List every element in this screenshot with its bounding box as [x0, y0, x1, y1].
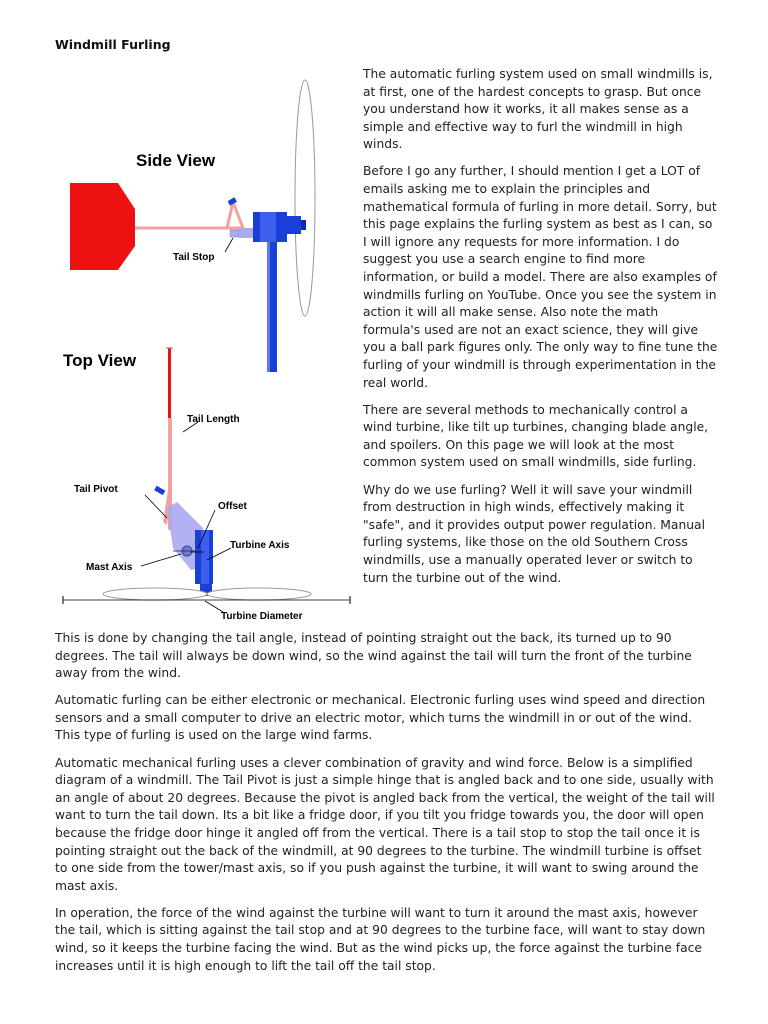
side-view-diagram	[70, 80, 315, 372]
tail-stop-side	[230, 230, 239, 237]
paragraph: Before I go any further, I should mention I get a LOT of emails asking me to explain the principles and mathematical formula of furling in more detail. Sorry, but this page explains the furling system as best as I can, so I will ignore any requests for more information. I do suggest you use a search engine to find more information, or build a model. There are also examples of windmills furling on YouTube. Once you see the system in action it will all make sense. Also note the math formula's used are not an exact science, they will give you a ball park figures only. The only way to fine tune the furling of your windmill is through experimentation in the real world.	[363, 164, 718, 390]
turbine-diameter-label: Turbine Diameter	[221, 611, 303, 622]
paragraph: This is done by changing the tail angle, instead of pointing straight out the back, its turned up to 90 degrees. The tail will always be down wind, so the wind against the tail will turn the front of the turbine away from the wind.	[55, 631, 692, 681]
tail-fin-top	[168, 348, 171, 418]
body-text	[55, 630, 715, 985]
paragraph: The automatic furling system used on small windmills is, at first, one of the hardest concepts to grasp. But once you understand how it works, it all makes sense as a simple and effective way to furl the windmill in high winds.	[363, 67, 713, 152]
hub-side	[287, 216, 301, 234]
offset-label: Offset	[218, 501, 247, 512]
rotor-blade-right	[207, 588, 311, 600]
page-title: Windmill Furling	[55, 37, 171, 52]
turbine-axis-label: Turbine Axis	[230, 540, 290, 551]
paragraph: Why do we use furling? Well it will save your windmill from destruction in high winds, effectively making it "safe", and it provides output power regulation. Manual furling systems, like those on the old Southern Cross windmills, use a manually operated lever or switch to turn the turbine out of the wind.	[363, 482, 705, 585]
rotor-blade-side	[295, 80, 315, 316]
top-view-diagram	[63, 348, 350, 622]
paragraph: Automatic furling can be either electronic or mechanical. Electronic furling uses wind speed and direction sensors and a small computer to drive an electric motor, which turns the windmill in or out of the wind. This type of furling is used on the large wind farms.	[55, 693, 706, 743]
side-view-label: Side View	[136, 151, 216, 170]
furling-diagram	[55, 70, 355, 630]
tail-pivot-label: Tail Pivot	[74, 484, 118, 495]
mast-axis-label: Mast Axis	[86, 562, 133, 573]
paragraph: In operation, the force of the wind against the turbine will want to turn it around the mast axis, however the tail, which is sitting against the tail stop and at 90 degrees to the turbine face, will want to stay down wind, so it keeps the turbine facing the wind. But as the wind picks up, the force against the turbine face increases until it is high enough to lift the tail off the tail stop.	[55, 905, 706, 973]
tail-stop-label: Tail Stop	[173, 252, 215, 263]
rotor-blade-left	[103, 588, 207, 600]
tail-pivot-side	[227, 202, 243, 228]
tail-fin-side	[70, 183, 135, 270]
top-view-label: Top View	[63, 351, 137, 370]
paragraph: There are several methods to mechanically control a wind turbine, like tilt up turbines, changing blade angle, and spoilers. On this page we will look at the most common system used on small windmills, side furling.	[363, 402, 709, 470]
paragraph: Automatic mechanical furling uses a clever combination of gravity and wind force. Below is a simplified diagram of a windmill. The Tail Pivot is just a simple hinge that is angled back and to one side, usually with an angle of about 20 degrees. Because the pivot is angled back from the vertical, the weight of the tail will want to turn the tail down. Its a bit like a fridge door, if you tilt you fridge towards you, the door will open because the fridge door hinge it angled off from the vertical. There is a tail stop to stop the tail once it is pointing straight out the back of the windmill, at 90 degrees to the turbine. The windmill turbine is offset to one side from the tower/mast axis, so if you push against the turbine, it will want to swing around the mast axis.	[55, 755, 715, 893]
intro-column	[363, 66, 718, 597]
tail-pivot-top	[154, 486, 165, 495]
tail-length-label: Tail Length	[187, 414, 240, 425]
